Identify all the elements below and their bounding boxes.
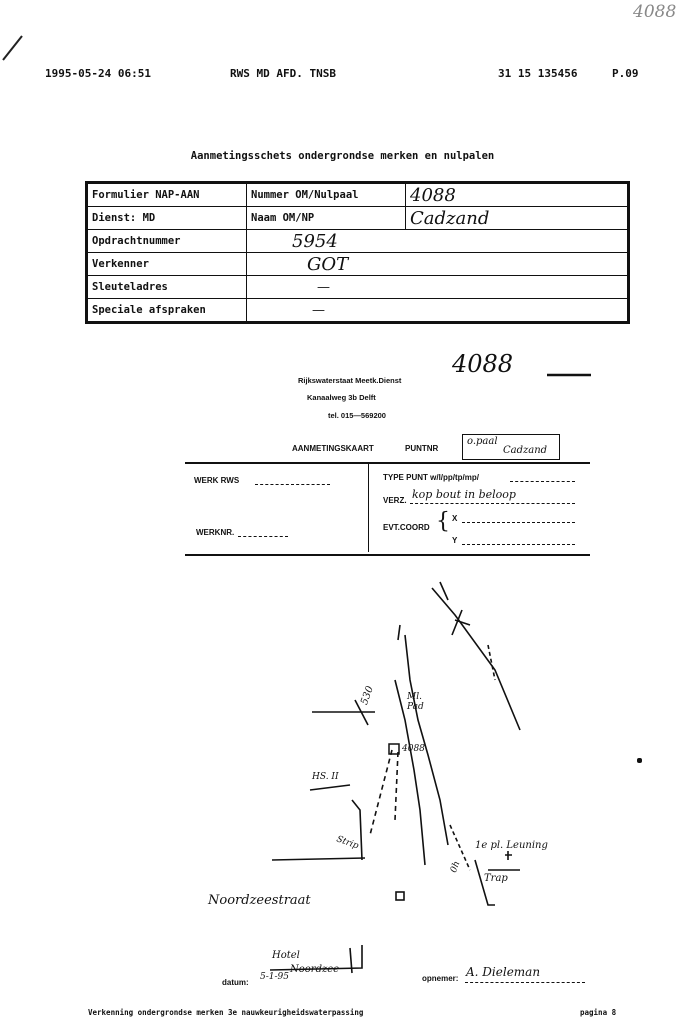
form-row	[87, 183, 629, 207]
document-title: Aanmetingsschets ondergrondse merken en nulpalen	[190, 150, 495, 162]
fax-sender: RWS MD AFD. TNSB	[230, 67, 336, 80]
type-line	[510, 481, 575, 482]
dash-mark	[545, 370, 595, 380]
stray-mark	[637, 758, 642, 763]
form-label: Speciale afspraken	[87, 299, 247, 323]
form-table	[85, 181, 630, 324]
pen-mark-icon	[0, 30, 30, 65]
handwritten-point-number: 4088	[452, 350, 514, 378]
form-label: Verkenner	[87, 253, 247, 276]
puntnr-box	[462, 434, 560, 460]
form-row	[87, 299, 629, 323]
verz-value: kop bout in beloop	[412, 488, 516, 501]
werk-line	[255, 484, 330, 485]
type-label: TYPE PUNT w/l/pp/tp/mp/	[383, 473, 479, 482]
brace-mark: {	[436, 509, 450, 534]
form-mid-value: 4088	[406, 183, 629, 207]
label-hotel-1: Hotel	[272, 950, 300, 961]
puntnr-label: PUNTNR	[405, 444, 439, 453]
form-row	[87, 253, 629, 276]
werknr-label: WERKNR.	[196, 528, 235, 537]
form-label: Dienst: MD	[87, 207, 247, 230]
location-sketch	[0, 570, 685, 1010]
fax-page: P.09	[612, 67, 639, 80]
form-label: Sleuteladres	[87, 276, 247, 299]
form-row	[87, 207, 629, 230]
werk-label: WERK RWS	[194, 476, 240, 485]
puntnr-value-1: o.paal	[467, 436, 498, 447]
x-label: X	[452, 514, 458, 523]
fax-phone: 31 15 135456	[498, 67, 578, 80]
opnemer-line	[465, 982, 585, 983]
form-row	[87, 276, 629, 299]
opnemer-value: A. Dieleman	[466, 965, 541, 979]
stamp-line-3: tel. 015—569200	[328, 411, 386, 420]
opnemer-label: opnemer:	[422, 974, 459, 983]
werknr-line	[238, 536, 288, 537]
y-label: Y	[452, 536, 458, 545]
corner-page-number: 4088	[633, 2, 677, 22]
form-row	[87, 230, 629, 253]
x-line	[462, 522, 575, 523]
datum-label: datum:	[222, 978, 249, 987]
form-value: —	[247, 299, 629, 323]
label-0h: 0h	[449, 859, 463, 875]
footer-left: Verkenning ondergrondse merken 3e nauwkeurigheidswaterpassing	[88, 1008, 364, 1017]
form-mid-value: Cadzand	[406, 207, 629, 230]
label-ml-pad: Ml. Pad	[407, 692, 424, 712]
puntnr-value-2: Cadzand	[503, 445, 548, 456]
datum-value: 5-1-95	[260, 972, 289, 982]
fax-datetime: 1995-05-24 06:51	[45, 67, 151, 80]
footer-page: pagina 8	[580, 1008, 617, 1017]
label-leuning: 1e pl. Leuning	[475, 840, 548, 851]
stamp-line-1: Rijkswaterstaat Meetk.Dienst	[298, 376, 402, 385]
label-hotel-2: Noordzee	[290, 964, 340, 975]
form-label: Opdrachtnummer	[87, 230, 247, 253]
label-benchmark-number: 4088	[402, 744, 425, 754]
label-hs: HS. II	[312, 772, 339, 782]
label-530: 530	[359, 684, 376, 707]
verz-label: VERZ.	[383, 496, 407, 505]
label-trap: Trap	[484, 873, 508, 884]
form-value: GOT	[247, 253, 629, 276]
form-value: 5954	[247, 230, 629, 253]
evt-label: EVT.COORD	[383, 523, 430, 532]
form-mid-label: Naam OM/NP	[247, 207, 406, 230]
stamp-line-2: Kanaalweg 3b Delft	[307, 393, 376, 402]
verz-line	[410, 503, 575, 504]
card-heading: AANMETINGSKAART	[292, 444, 374, 453]
form-mid-label: Nummer OM/Nulpaal	[247, 183, 406, 207]
label-strip: Strip	[334, 834, 360, 852]
form-value: —	[247, 276, 629, 299]
card-divider	[368, 464, 369, 552]
label-street: Noordzeestraat	[208, 893, 311, 908]
y-line	[462, 544, 575, 545]
form-label: Formulier NAP-AAN	[87, 183, 247, 207]
